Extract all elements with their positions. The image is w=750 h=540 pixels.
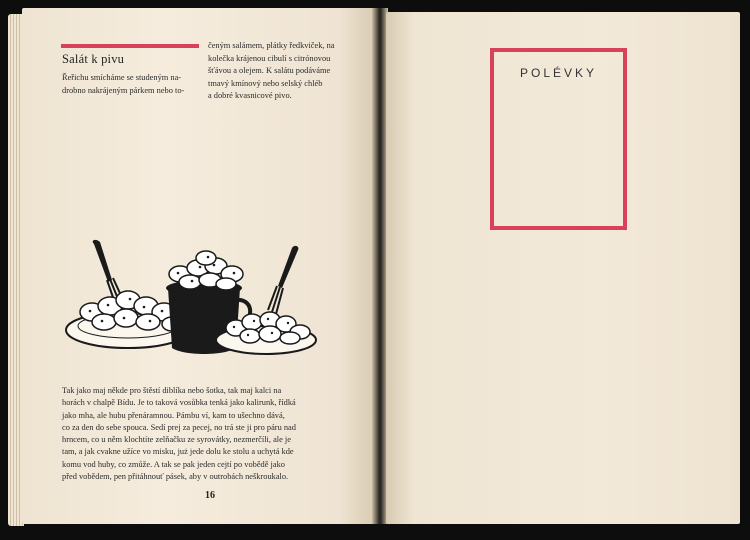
text-line: před vobědem, pen přitáhnouť pásek, aby v outrobách neškroukalo.: [62, 472, 289, 482]
text-line: drobno nakrájeným párkem nebo to-: [62, 85, 185, 95]
right-fork: [268, 246, 298, 314]
recipe-intro-text: [62, 72, 204, 97]
recipe-intro-continuation: [208, 40, 354, 103]
text-line: šťávou a olejem. K salátu podáváme: [208, 66, 331, 76]
text-line: a dobré kvasnicové pivo.: [208, 91, 292, 101]
text-line: horách v chalpě Bídu. Je to taková vosůbka tenká jako kalirunk, řídká: [62, 398, 296, 408]
text-line: co za den do sebe spouca. Sedí prej za pecej, no trá ste ji pro páru nad: [62, 422, 296, 432]
text-line: Řeřichu smícháme se studeným na-: [62, 73, 182, 82]
title-accent-bar: [61, 44, 199, 48]
text-line: čeným salámem, plátky ředkviček, na: [208, 41, 335, 50]
text-line: hrncem, co u něm klochtíte zelňačku ze syrovátky, nezmerčíli, ale je: [62, 435, 291, 445]
potato-dishes-illustration: [64, 236, 320, 366]
section-title: POLÉVKY: [519, 66, 598, 80]
text-line: komu vod huby, co zmůže. A tak se pak jeden cejtí po vobědě jako: [62, 459, 285, 469]
story-paragraph: [62, 385, 354, 483]
page-number: 16: [205, 490, 215, 501]
text-line: Tak jako maj někde pro štěstí diblíka nebo šotka, tak maj kalci na: [62, 386, 282, 395]
text-line: jako mha, ale hubu přenáramnou. Pámbu ví, kam to ušechno dává,: [62, 410, 285, 420]
recipe-title: Salát k pivu: [62, 52, 125, 66]
text-line: tam, a jak cvakne užíce vo misku, już jede dolu ke stolu a uchytá kde: [62, 447, 294, 457]
text-line: tmavý kmínový nebo selský chléb: [208, 78, 323, 88]
section-title-box: [490, 48, 627, 230]
text-line: kolečka krájenou cibulí s citrónovou: [208, 53, 331, 63]
